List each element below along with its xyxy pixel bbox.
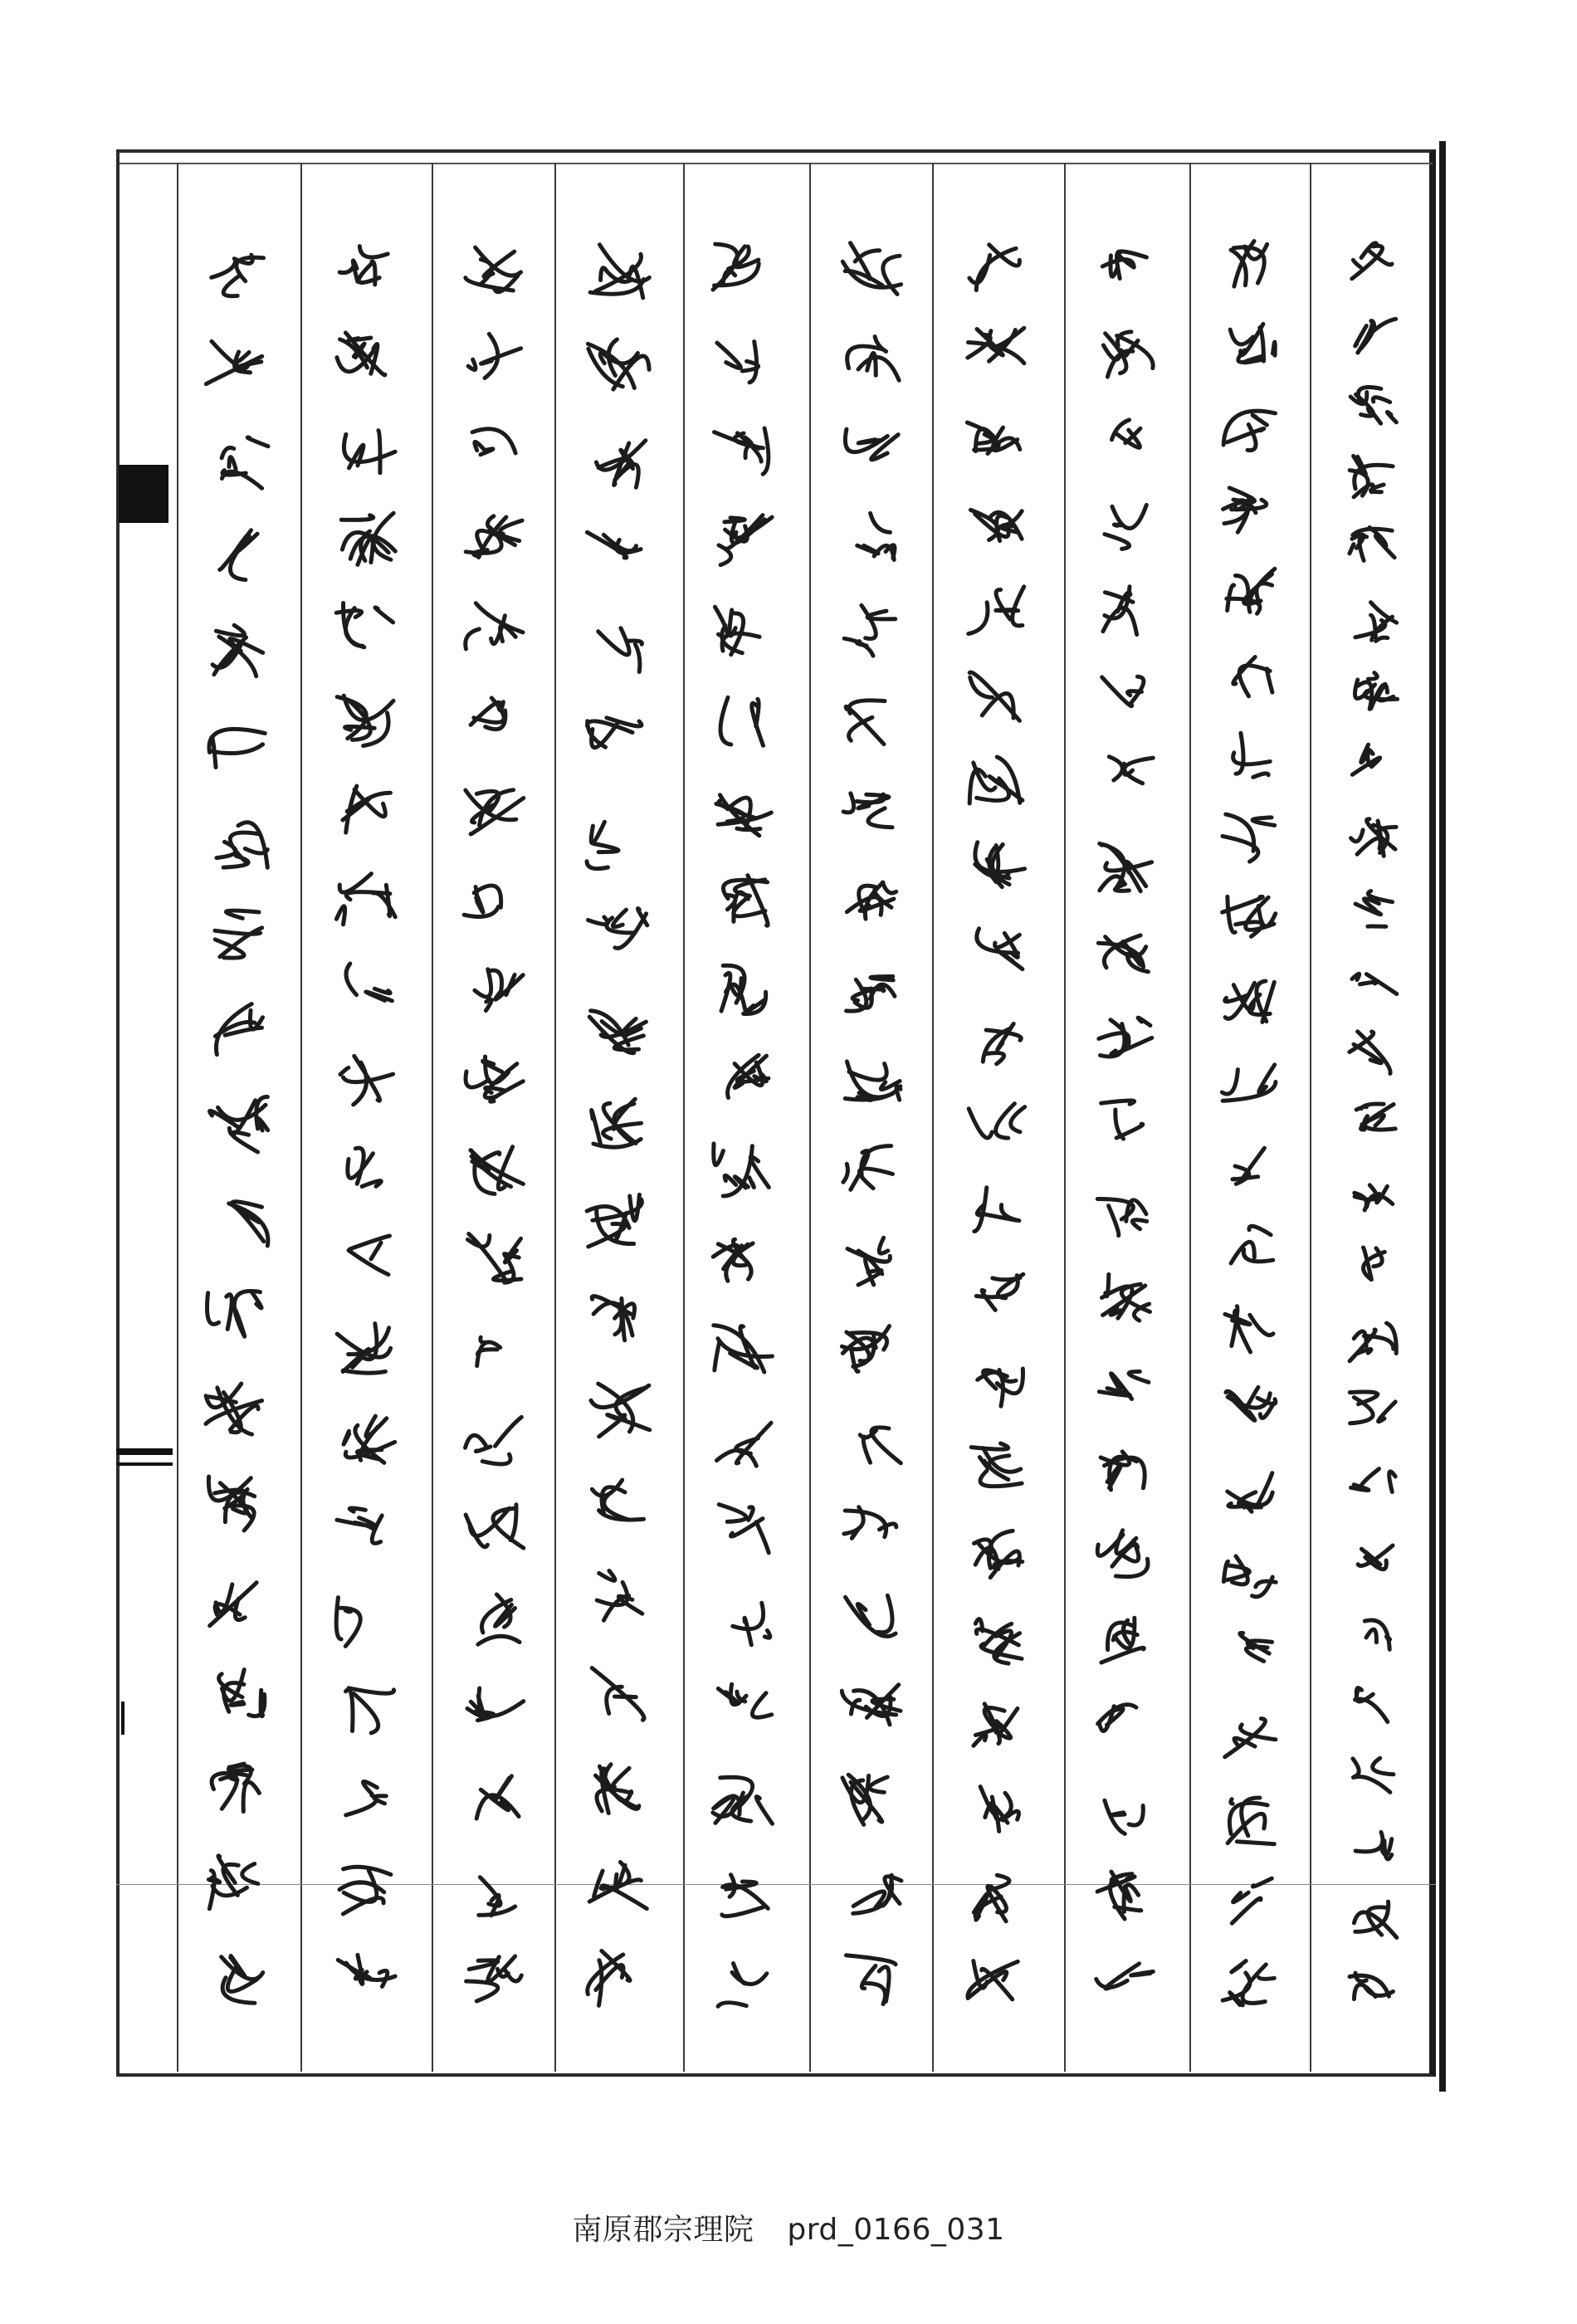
handwriting-stroke [1103, 608, 1137, 634]
page-caption [0, 2206, 1577, 2248]
handwriting-stroke [863, 1437, 870, 1462]
handwriting-stroke [220, 530, 251, 570]
handwriting-stroke [1252, 1878, 1272, 1887]
handwriting-stroke [466, 629, 480, 649]
handwriting-stroke [719, 1505, 746, 1522]
handwriting-stroke [1360, 1469, 1379, 1488]
handwriting-stroke [752, 1693, 771, 1717]
handwriting-stroke [493, 1509, 524, 1549]
handwriting-stroke [1350, 544, 1354, 554]
handwriting-stroke [858, 1270, 881, 1285]
handwriting-stroke [231, 1306, 244, 1335]
handwriting-stroke [1233, 657, 1255, 685]
handwriting-stroke [346, 1690, 353, 1731]
handwriting-stroke [1369, 673, 1378, 680]
handwriting-stroke [1389, 1472, 1396, 1492]
handwriting-stroke [481, 349, 521, 364]
handwriting-stroke [714, 1144, 724, 1165]
handwriting-stroke [763, 428, 769, 474]
handwriting-stroke [862, 605, 876, 638]
handwriting-stroke [231, 1702, 244, 1706]
handwriting-stroke [494, 1271, 521, 1280]
handwriting-stroke [1105, 535, 1130, 549]
handwriting-stroke [343, 1370, 385, 1373]
handwriting-stroke [843, 793, 854, 813]
handwriting-stroke [477, 896, 484, 912]
handwriting-stroke [496, 1776, 512, 1800]
handwriting-stroke [340, 1067, 349, 1074]
handwriting-stroke [865, 1983, 886, 2004]
handwriting-stroke [969, 603, 988, 634]
handwriting-stroke [477, 1342, 500, 1366]
handwriting-stroke [1129, 1806, 1143, 1826]
handwriting-stroke [349, 1508, 365, 1511]
handwriting-stroke [593, 844, 618, 852]
handwriting-stroke [363, 1781, 377, 1794]
handwriting-stroke [996, 589, 1010, 619]
handwriting-stroke [1011, 1107, 1025, 1132]
handwriting-stroke [1351, 830, 1364, 842]
handwriting-stroke [749, 1178, 754, 1188]
handwriting-stroke [717, 343, 740, 368]
handwriting-stroke [346, 964, 356, 995]
handwriting-stroke [842, 261, 901, 287]
handwriting-stroke [599, 1571, 615, 1581]
handwriting-stroke [1259, 1978, 1275, 1980]
handwriting-stroke [349, 1250, 388, 1274]
handwriting-stroke [1232, 1961, 1246, 1972]
caption-title: 南原郡宗理院 [572, 2213, 754, 2247]
handwriting-stroke [871, 513, 891, 532]
handwriting-stroke [261, 1690, 263, 1716]
handwriting-stroke [1252, 818, 1275, 826]
frame-top-rule [120, 163, 1433, 164]
handwriting-stroke [1360, 982, 1376, 984]
handwriting-stroke [1222, 1070, 1238, 1094]
handwriting-stroke [587, 862, 608, 869]
handwriting-stroke [1386, 1637, 1389, 1640]
handwriting-stroke [1350, 1330, 1375, 1361]
handwriting-stroke [1250, 1315, 1273, 1335]
handwriting-stroke [878, 1595, 892, 1633]
handwriting-stroke [1253, 774, 1268, 778]
handwriting-stroke [591, 822, 604, 843]
handwriting-stroke [475, 969, 491, 997]
handwriting-stroke [996, 610, 1018, 611]
handwriting-stroke [375, 608, 393, 622]
handwriting-stroke [1366, 1629, 1376, 1643]
handwriting-stroke [354, 1694, 378, 1733]
handwriting-stroke [486, 999, 491, 1010]
handwriting-stroke [1247, 424, 1256, 450]
handwriting-stroke [378, 431, 380, 473]
handwriting-stroke [372, 1516, 382, 1544]
handwriting-stroke [613, 1768, 629, 1787]
handwriting-stroke [496, 1417, 522, 1446]
handwriting-stroke [1230, 330, 1252, 344]
handwriting-stroke [212, 259, 236, 277]
handwriting-stroke [1352, 974, 1360, 979]
handwriting-stroke [466, 1981, 498, 2001]
handwriting-stroke [1111, 1038, 1152, 1054]
handwriting-stroke [1379, 1402, 1396, 1422]
handwriting-stroke [870, 1777, 887, 1792]
handwriting-stroke [592, 1668, 644, 1721]
handwriting-stroke [976, 248, 1016, 290]
handwriting-stroke [896, 1086, 901, 1100]
handwriting-stroke [1353, 260, 1360, 267]
handwriting-stroke [336, 906, 344, 925]
handwriting-stroke [1129, 1371, 1149, 1382]
handwriting-stroke [749, 1507, 754, 1521]
handwriting-stroke [764, 1630, 769, 1638]
handwriting-stroke [466, 1435, 486, 1448]
handwriting-stroke [362, 1181, 381, 1187]
handwriting-stroke [1013, 587, 1024, 626]
handwriting-stroke [756, 1797, 772, 1824]
handwriting-stroke [344, 434, 395, 461]
handwriting-stroke [1237, 1842, 1274, 1844]
handwriting-stroke [374, 989, 390, 993]
handwriting-stroke [969, 1109, 992, 1138]
handwriting-stroke [1387, 412, 1396, 422]
handwriting-stroke [1229, 1803, 1267, 1833]
handwriting-stroke [1243, 1965, 1266, 2004]
handwriting-stroke [635, 644, 640, 672]
handwriting-stroke [1373, 1758, 1394, 1775]
handwriting-stroke [979, 1457, 988, 1468]
handwriting-stroke [1236, 733, 1243, 774]
handwriting-stroke [756, 1522, 769, 1553]
handwriting-stroke [868, 808, 892, 828]
handwriting-stroke [386, 885, 389, 915]
handwriting-stroke [1353, 1777, 1390, 1793]
handwriting-stroke [216, 625, 244, 635]
handwriting-stroke [482, 1454, 510, 1464]
handwriting-stroke [339, 874, 371, 893]
handwriting-stroke [252, 1292, 261, 1308]
handwriting-stroke [226, 911, 259, 918]
handwriting-stroke [476, 1447, 491, 1452]
handwriting-stroke [858, 440, 880, 443]
handwriting-stroke [594, 1871, 603, 1897]
handwriting-stroke [1227, 428, 1263, 442]
handwriting-stroke [247, 437, 268, 447]
handwriting-stroke [475, 442, 484, 450]
handwriting-stroke [350, 1236, 390, 1249]
handwriting-stroke [1105, 1800, 1125, 1833]
handwriting-stroke [718, 2003, 746, 2007]
handwriting-stroke [1233, 753, 1271, 764]
caption-code: prd_0166_031 [787, 2213, 1005, 2247]
handwriting-stroke [592, 1111, 601, 1144]
handwriting-stroke [1273, 342, 1276, 355]
handwriting-stroke [370, 793, 390, 798]
handwriting-stroke [371, 1243, 381, 1259]
handwriting-stroke [1252, 415, 1267, 425]
handwriting-stroke [715, 1341, 720, 1370]
handwriting-stroke [598, 628, 629, 655]
handwriting-stroke [349, 445, 364, 468]
handwriting-stroke [207, 1293, 218, 1325]
handwriting-stroke [1109, 757, 1122, 780]
handwriting-stroke [720, 697, 731, 745]
handwriting-stroke [1112, 1813, 1125, 1815]
handwriting-stroke [1132, 676, 1144, 701]
handwriting-stroke [1125, 758, 1154, 784]
handwriting-stroke [229, 457, 236, 470]
handwriting-stroke [867, 353, 876, 375]
handwriting-stroke [1101, 1101, 1135, 1104]
handwriting-stroke [871, 976, 893, 980]
handwriting-stroke [1131, 1971, 1154, 1975]
handwriting-stroke [588, 917, 608, 925]
handwriting-stroke [243, 1782, 259, 1811]
handwriting-stroke [346, 1795, 376, 1815]
handwriting-stroke [847, 1955, 896, 1965]
handwriting-stroke [613, 910, 626, 927]
handwriting-stroke [1376, 637, 1388, 641]
handwriting-stroke [1351, 1485, 1369, 1491]
handwriting-stroke [1233, 1892, 1249, 1902]
handwriting-stroke [971, 1443, 1008, 1449]
handwriting-stroke [976, 1916, 979, 1921]
frame-right-edge [1439, 141, 1446, 2092]
handwriting-stroke [341, 515, 374, 520]
handwriting-stroke [882, 882, 896, 893]
handwriting-stroke [1355, 1832, 1383, 1851]
handwriting-stroke [223, 276, 240, 296]
handwriting-stroke [1353, 1759, 1359, 1777]
handwriting-stroke [986, 1053, 1004, 1064]
handwriting-stroke [858, 357, 899, 380]
handwriting-stroke [1227, 598, 1260, 613]
handwritten-text-image [124, 166, 1431, 2067]
handwriting-stroke [1356, 1106, 1366, 1110]
handwriting-stroke [978, 1372, 1003, 1406]
handwriting-stroke [339, 263, 354, 272]
handwriting-stroke [1356, 1692, 1373, 1702]
handwriting-stroke [1228, 896, 1235, 932]
handwriting-stroke [1132, 1220, 1146, 1229]
handwriting-stroke [857, 545, 878, 554]
handwriting-stroke [336, 1598, 341, 1639]
handwriting-stroke [468, 359, 476, 369]
handwriting-stroke [1373, 398, 1389, 403]
handwriting-stroke [982, 1290, 995, 1310]
handwriting-stroke [486, 1087, 505, 1092]
handwriting-stroke [742, 361, 758, 371]
handwriting-stroke [1231, 1799, 1233, 1804]
handwriting-stroke [879, 1238, 888, 1253]
handwriting-stroke [344, 1431, 349, 1444]
handwriting-stroke [478, 1636, 520, 1644]
handwriting-stroke [745, 1618, 751, 1645]
handwriting-stroke [1243, 1249, 1273, 1262]
handwriting-stroke [345, 1609, 351, 1612]
handwriting-stroke [1109, 1206, 1119, 1236]
handwriting-stroke [242, 1864, 258, 1884]
handwriting-stroke [1256, 1581, 1277, 1587]
handwriting-stroke [843, 1164, 848, 1182]
handwriting-stroke [359, 247, 388, 257]
handwriting-stroke [721, 973, 730, 1011]
handwriting-stroke [373, 893, 395, 917]
handwriting-stroke [1249, 1226, 1271, 1235]
handwriting-stroke [209, 745, 262, 754]
handwriting-stroke [599, 245, 649, 281]
handwriting-stroke [588, 1955, 623, 1994]
handwriting-stroke [1358, 1032, 1390, 1074]
handwriting-stroke [722, 1907, 764, 1916]
handwriting-stroke [1138, 1018, 1150, 1025]
handwriting-stroke [337, 697, 366, 739]
handwriting-stroke [859, 1169, 892, 1189]
handwriting-stroke [1235, 575, 1247, 599]
